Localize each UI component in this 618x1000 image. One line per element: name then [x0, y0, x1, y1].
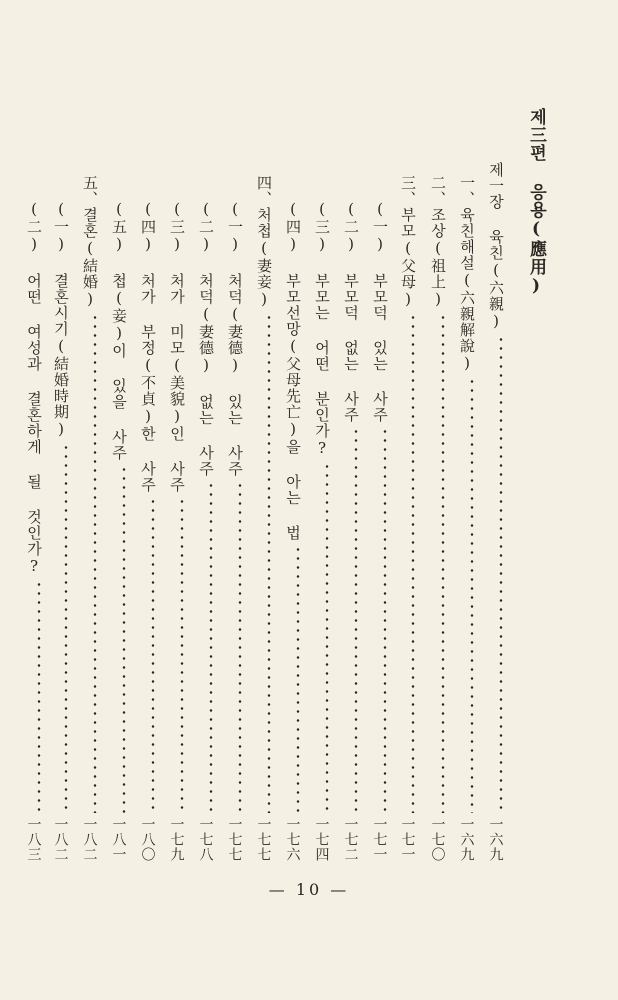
toc-entry-15 — [53, 200, 68, 862]
entry-text: 三、부모(父母) — [399, 175, 417, 309]
entry-page: 一七九 — [168, 817, 185, 862]
leader-dots — [267, 313, 271, 813]
entry-page: 一七七 — [255, 817, 272, 862]
leader-dots — [296, 545, 300, 813]
leader-dots — [209, 481, 213, 813]
toc-entry-1 — [459, 175, 474, 862]
toc-entry-11 — [169, 200, 184, 862]
entry-page: 一八二 — [52, 817, 69, 862]
toc-entry-12 — [140, 200, 155, 862]
toc-entry-10 — [198, 200, 213, 862]
entry-text: (一) 부모덕 있는 사주 — [371, 200, 389, 423]
toc-entry-4 — [372, 200, 387, 862]
leader-dots — [151, 497, 155, 813]
entry-text: (一) 처덕(妻德) 있는 사주 — [226, 200, 244, 477]
entry-page: 一七四 — [313, 817, 330, 862]
entry-text: 제一장 육친(六親) — [487, 162, 505, 331]
entry-page: 一八二 — [81, 817, 98, 862]
entry-text: 一、육친해설(六親解說) — [458, 175, 476, 373]
entry-page: 一六九 — [487, 817, 504, 862]
entry-page: 一七六 — [284, 817, 301, 862]
leader-dots — [325, 462, 329, 813]
page-number: — 10 — — [268, 880, 350, 899]
leader-dots — [383, 427, 387, 813]
entry-page: 一八〇 — [139, 817, 156, 862]
entry-page: 一八三 — [25, 817, 42, 862]
toc-entry-5 — [343, 200, 358, 862]
entry-text: (二) 처덕(妻德) 없는 사주 — [197, 200, 215, 477]
toc-entry-8 — [256, 175, 271, 862]
toc-entry-14 — [82, 175, 97, 862]
toc-entry-7 — [285, 200, 300, 862]
toc-entry-13 — [111, 200, 126, 862]
toc-entry-3 — [400, 175, 415, 862]
entry-text: (五) 첩(妾)이 있을 사주 — [110, 200, 128, 461]
entry-text: (三) 처가 미모(美貌)인 사주 — [168, 200, 186, 493]
toc-entry-6 — [314, 200, 329, 862]
leader-dots — [122, 465, 126, 813]
entry-text: 五、결혼(結婚) — [81, 175, 99, 309]
leader-dots — [411, 313, 415, 813]
toc-entry-2 — [430, 175, 445, 862]
entry-text: (三) 부모는 어떤 분인가? — [313, 200, 331, 458]
leader-dots — [37, 580, 41, 813]
leader-dots — [180, 497, 184, 813]
entry-text: (一) 결혼시기(結婚時期) — [52, 200, 70, 439]
part-title-text: 제三편 응용(應用) — [526, 108, 546, 297]
entry-text: (二) 부모덕 없는 사주 — [342, 200, 360, 423]
entry-page: 一七〇 — [429, 817, 446, 862]
entry-page: 一六九 — [458, 817, 475, 862]
entry-page: 一七一 — [399, 817, 416, 862]
leader-dots — [470, 377, 474, 813]
entry-page: 一七二 — [342, 817, 359, 862]
entry-page: 一七八 — [197, 817, 214, 862]
entry-text: 二、조상(祖上) — [429, 175, 447, 309]
entry-text: 四、처첩(妻妾) — [255, 175, 273, 309]
leader-dots — [238, 481, 242, 813]
leader-dots — [93, 313, 97, 813]
toc-entry-9 — [227, 200, 242, 862]
entry-text: (四) 부모선망(父母先亡)을 아는 법 — [284, 200, 302, 541]
entry-page: 一七七 — [226, 817, 243, 862]
leader-dots — [354, 427, 358, 813]
entry-page: 一八一 — [110, 817, 127, 862]
part-title — [527, 108, 544, 297]
toc-entry-16 — [26, 200, 41, 862]
leader-dots — [499, 335, 503, 813]
entry-text: (四) 처가 부정(不貞)한 사주 — [139, 200, 157, 493]
entry-page: 一七一 — [371, 817, 388, 862]
entry-text: (二) 어떤 여성과 결혼하게 될 것인가? — [25, 200, 43, 576]
toc-entry-chapter-1 — [488, 162, 503, 862]
leader-dots — [64, 443, 68, 813]
leader-dots — [441, 313, 445, 813]
